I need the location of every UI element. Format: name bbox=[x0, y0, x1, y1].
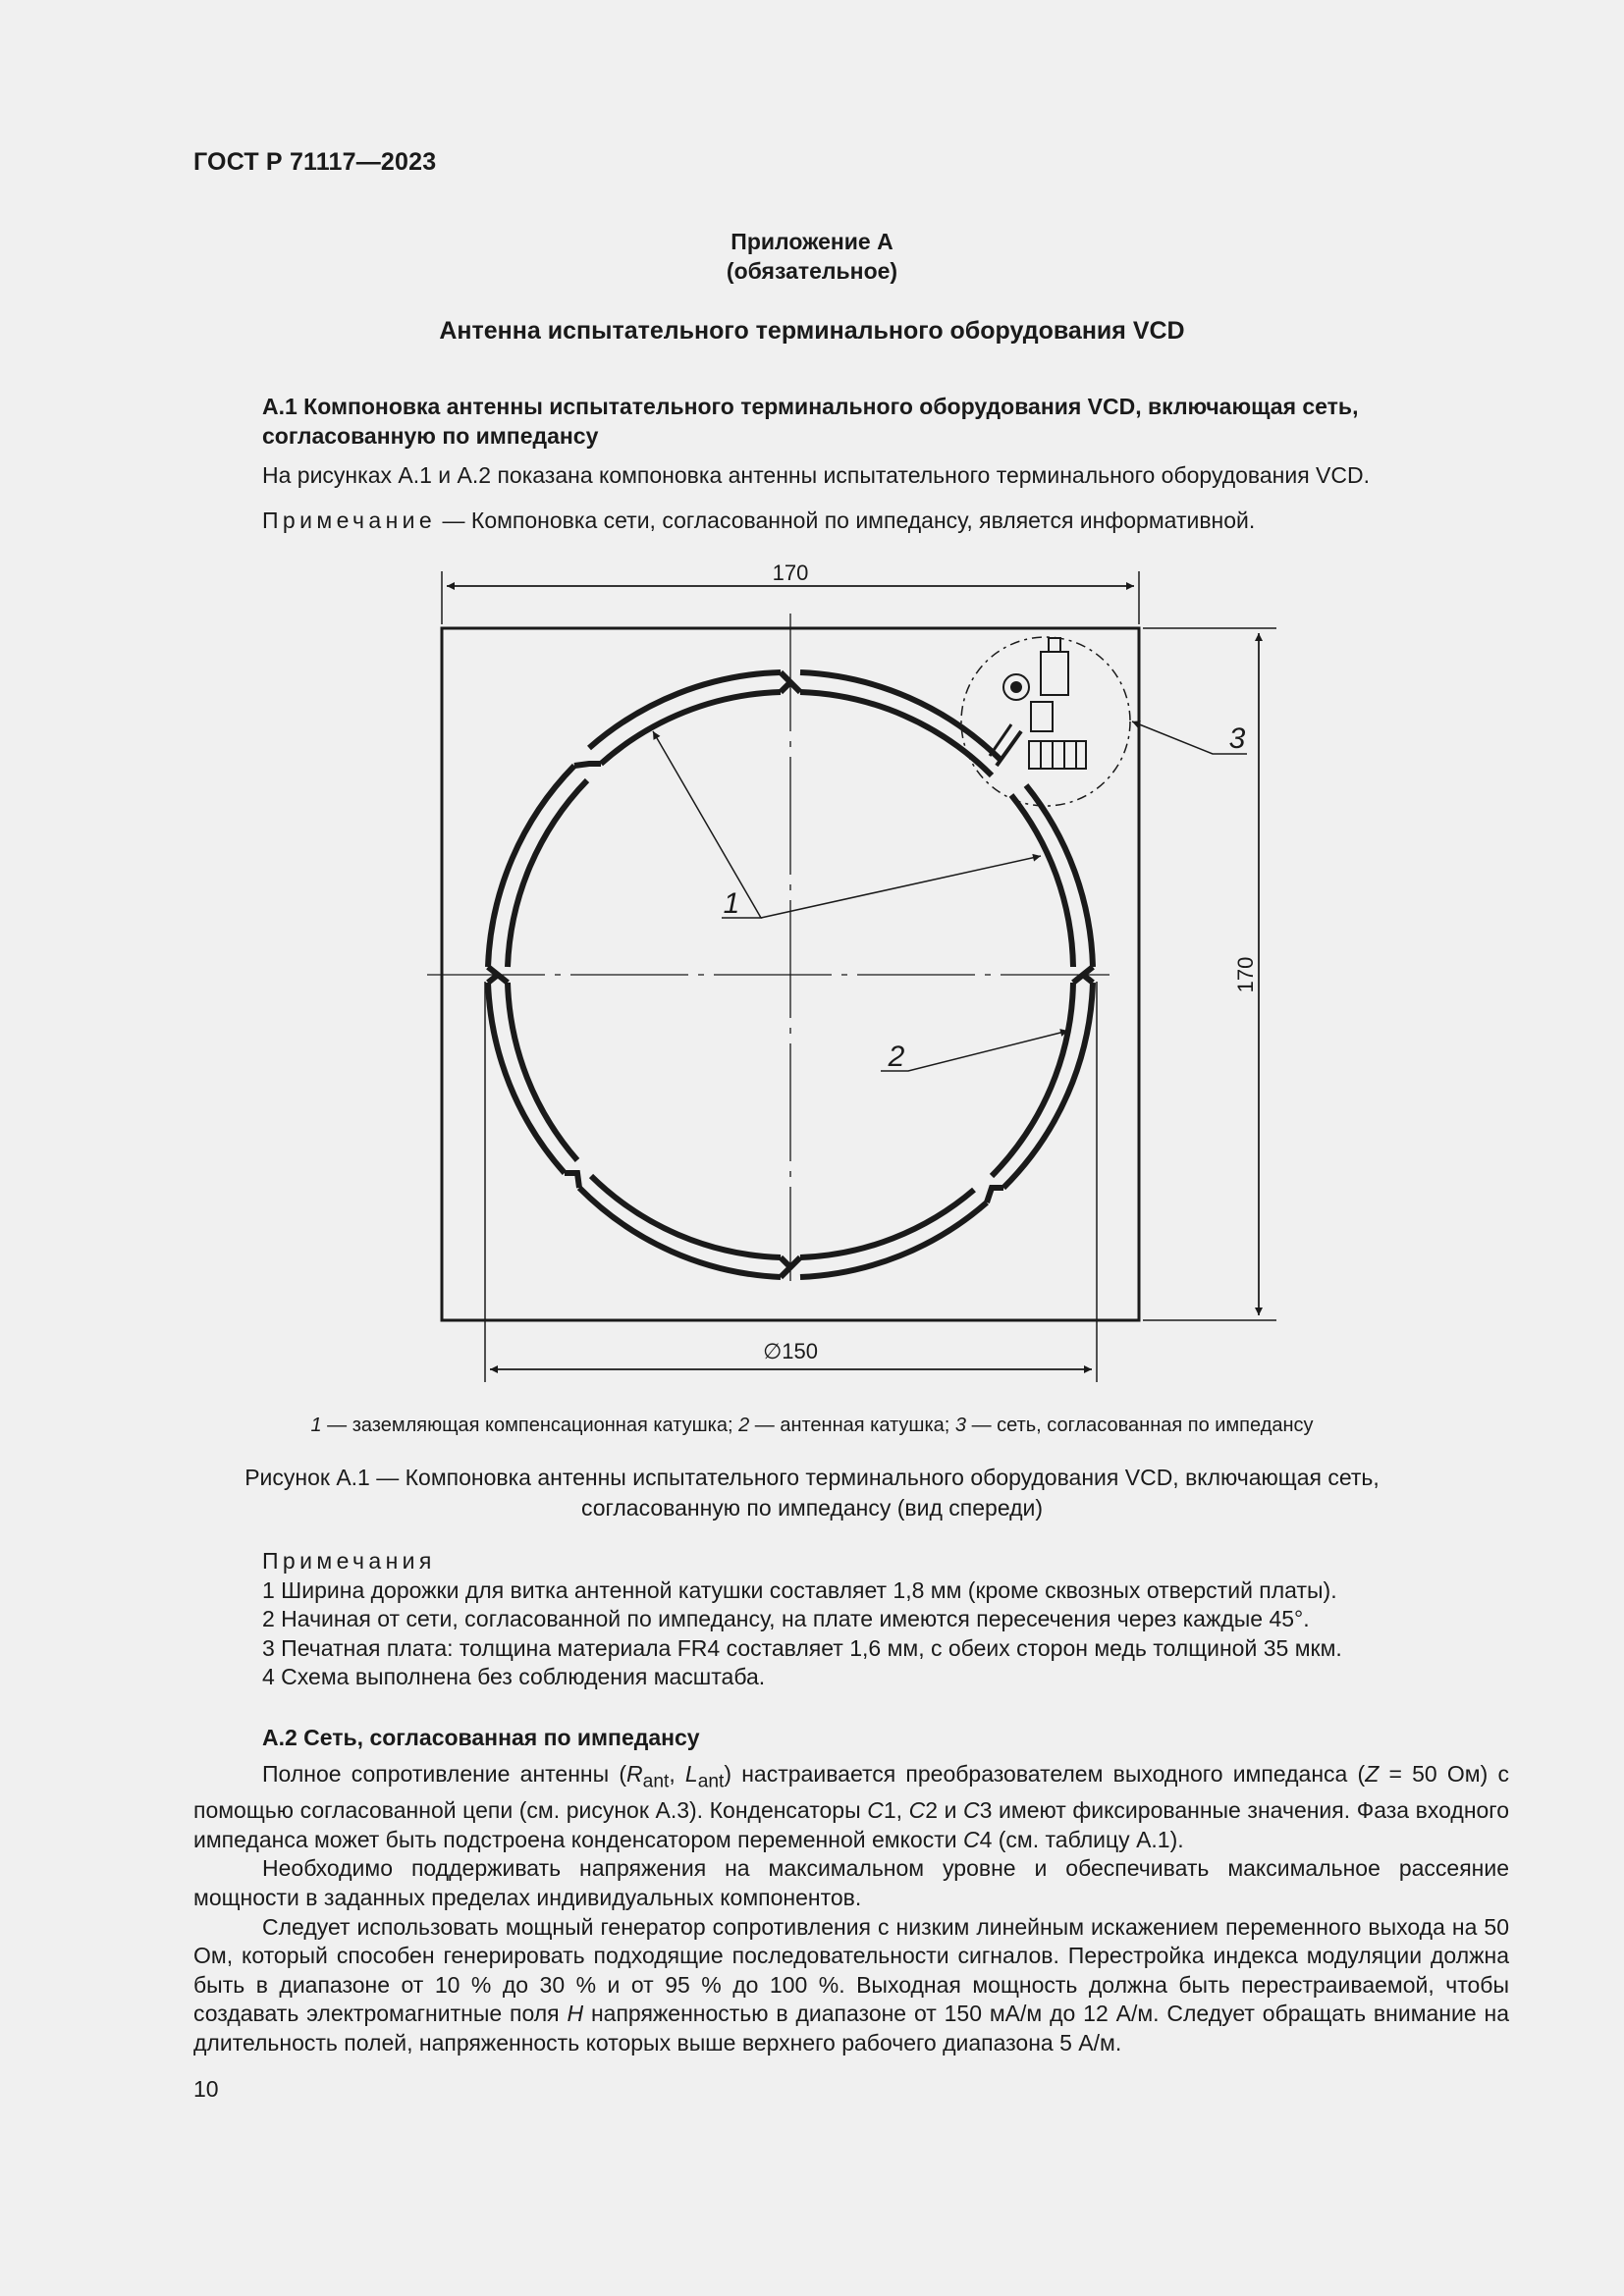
note-item: 1 Ширина дорожки для витка антенной катушки составляет 1,8 мм (кроме сквозных отверстий платы). bbox=[262, 1576, 1337, 1603]
appendix-title: Приложение А bbox=[731, 229, 893, 254]
crossover-tl bbox=[574, 764, 601, 766]
crossover-br bbox=[987, 1188, 1003, 1202]
figure-caption bbox=[0, 1463, 1624, 1523]
matching-network-detail bbox=[961, 637, 1130, 806]
section-a2-body bbox=[193, 1760, 1509, 2058]
callout-2-label: 2 bbox=[888, 1041, 905, 1073]
legend-num-1: 1 bbox=[310, 1415, 322, 1436]
callouts bbox=[653, 721, 1247, 1071]
height-dimension-label: 170 bbox=[1233, 956, 1258, 993]
paragraph-1: Полное сопротивление антенны ($R_{ant}$, $L_{ant}$) настраивается преобразователем выходного импеданса (Z = 50 Ом) с помощью согласованной цепи (см. рисунок А.3). Конденсаторы C1, C2 и C3 имеют фиксированные значения. Фаза входного импеданса может быть подстроена конденсатором переменной емкости C4 (см. таблицу А.1). bbox=[193, 1761, 1509, 1852]
height-dimension bbox=[1143, 628, 1276, 1320]
antenna-coil-outer-3 bbox=[1003, 983, 1093, 1188]
legend-text-2: — антенная катушка; bbox=[749, 1415, 955, 1436]
compensation-coil-inner-6 bbox=[508, 983, 577, 1160]
crossover-bl bbox=[565, 1173, 579, 1188]
section-a2-heading: А.2 Сеть, согласованная по импедансу bbox=[262, 1725, 700, 1750]
document-code: ГОСТ Р 71117—2023 bbox=[193, 148, 437, 176]
callout-1-label: 1 bbox=[723, 887, 740, 920]
section-a1-text: На рисунках А.1 и А.2 показана компоновка антенны испытательного терминального оборудования VCD. bbox=[262, 462, 1370, 488]
compensation-coil-inner-5 bbox=[591, 1176, 781, 1257]
note-item: 4 Схема выполнена без соблюдения масштаба. bbox=[262, 1664, 766, 1690]
callout-3-label: 3 bbox=[1228, 722, 1246, 755]
note-text: — Компоновка сети, согласованной по импедансу, является информативной. bbox=[436, 507, 1256, 533]
legend-text-1: — заземляющая компенсационная катушка; bbox=[321, 1415, 739, 1436]
paragraph-2: Необходимо поддерживать напряжения на максимальном уровне и обеспечивать максимальное рассеяние мощности в заданных пределах индивидуальных компонентов. bbox=[193, 1855, 1509, 1910]
compensation-coil-inner-8 bbox=[601, 692, 781, 764]
note-item: 3 Печатная плата: толщина материала FR4 составляет 1,6 мм, с обеих сторон медь толщиной 35 мкм. bbox=[262, 1634, 1342, 1661]
compensation-coil-inner-4 bbox=[800, 1190, 974, 1257]
diameter-dimension-label: ∅150 bbox=[763, 1339, 818, 1363]
width-dimension-label: 170 bbox=[772, 561, 809, 585]
note-label: Примечание bbox=[262, 507, 437, 533]
section-a1-heading-line1: А.1 Компоновка антенны испытательного терминального оборудования VCD, включающая сеть, bbox=[262, 394, 1359, 419]
appendix-name: Антенна испытательного терминального оборудования VCD bbox=[439, 317, 1185, 345]
figure-legend bbox=[0, 1415, 1624, 1437]
page-number: 10 bbox=[193, 2076, 219, 2102]
compensation-coil-inner-2 bbox=[1011, 795, 1073, 967]
compensation-coil-inner-7 bbox=[508, 780, 587, 967]
legend-num-3: 3 bbox=[954, 1415, 967, 1436]
notes-block bbox=[262, 1547, 1342, 1692]
figure-caption-line1: Рисунок А.1 — Компоновка антенны испытательного терминального оборудования VCD, включающая сеть, bbox=[244, 1465, 1380, 1490]
section-a1-heading-line2: согласованную по импедансу bbox=[262, 423, 599, 449]
legend-text-3: — сеть, согласованная по импедансу bbox=[966, 1415, 1314, 1436]
compensation-coil-inner bbox=[800, 692, 992, 775]
figure-caption-line2: согласованную по импедансу (вид спереди) bbox=[580, 1495, 1044, 1521]
compensation-coil-inner-3 bbox=[992, 983, 1073, 1176]
notes-label: Примечания bbox=[262, 1548, 436, 1574]
legend-num-2: 2 bbox=[738, 1415, 750, 1436]
appendix-type: (обязательное) bbox=[726, 258, 898, 284]
paragraph-3: Следует использовать мощный генератор сопротивления с низким линейным искажением переменного выхода на 50 Ом, который способен генерировать подходящие последовательности сигналов. Перестройка индекса модуляции должна быть в диапазоне от 10 % до 30 % и от 95 % до 100 %. Выходная мощность должна быть перестраиваемой, чтобы создавать электромагнитные поля H напряженностью в диапазоне от 150 мА/м до 12 А/м. Следует обращать внимание на длительность полей, напряженность которых выше верхнего рабочего диапазона 5 А/м. bbox=[193, 1913, 1509, 2056]
note-item: 2 Начиная от сети, согласованной по импедансу, на плате имеются пересечения через каждые 45°. bbox=[262, 1606, 1310, 1632]
